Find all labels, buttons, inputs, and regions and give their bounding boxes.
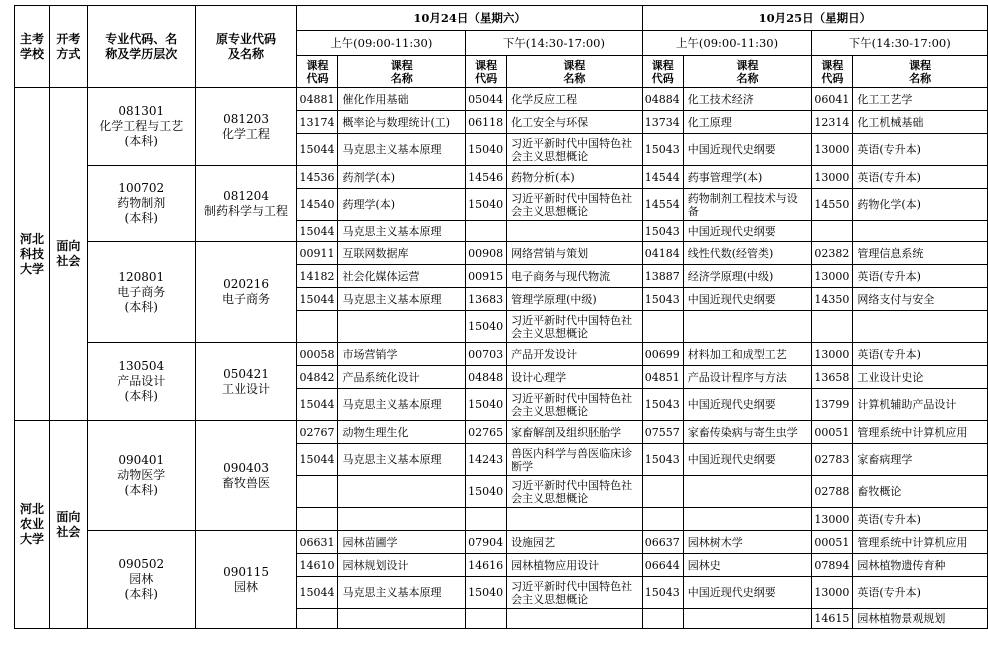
header-course: 课程 名称 <box>507 56 643 88</box>
course-code <box>642 476 683 508</box>
header-code: 课程 代码 <box>642 56 683 88</box>
course-name: 设计心理学 <box>507 366 643 389</box>
course-code: 15044 <box>297 221 338 242</box>
course-code: 04851 <box>642 366 683 389</box>
header-d2-pm: 下午(14:30-17:00) <box>812 31 988 56</box>
course-code: 13683 <box>466 288 507 311</box>
header-course: 课程 名称 <box>683 56 812 88</box>
course-code: 15040 <box>466 476 507 508</box>
course-name: 习近平新时代中国特色社会主义思想概论 <box>507 577 643 609</box>
course-name: 互联网数据库 <box>338 242 466 265</box>
course-name <box>507 609 643 629</box>
course-code: 15044 <box>297 134 338 166</box>
school-name: 河北 农业 大学 <box>15 421 50 629</box>
course-name: 畜牧概论 <box>853 476 988 508</box>
course-name: 电子商务与现代物流 <box>507 265 643 288</box>
course-code: 15043 <box>642 389 683 421</box>
header-major: 专业代码、名 称及学历层次 <box>87 6 195 88</box>
course-code: 15044 <box>297 577 338 609</box>
course-code: 05044 <box>466 88 507 111</box>
course-name: 英语(专升本) <box>853 508 988 531</box>
course-name: 英语(专升本) <box>853 166 988 189</box>
course-name <box>338 476 466 508</box>
course-name <box>683 609 812 629</box>
course-code <box>642 508 683 531</box>
course-code: 06041 <box>812 88 853 111</box>
course-name: 产品系统化设计 <box>338 366 466 389</box>
header-school: 主考 学校 <box>15 6 50 88</box>
course-code: 06644 <box>642 554 683 577</box>
course-name: 化学反应工程 <box>507 88 643 111</box>
course-code: 15040 <box>466 189 507 221</box>
exam-schedule-table <box>14 5 988 629</box>
major-name: 081301 化学工程与工艺 (本科) <box>87 88 195 166</box>
header-mode: 开考 方式 <box>49 6 87 88</box>
course-code <box>466 221 507 242</box>
course-code: 00911 <box>297 242 338 265</box>
course-code: 00915 <box>466 265 507 288</box>
course-code: 00699 <box>642 343 683 366</box>
course-name: 中国近现代史纲要 <box>683 288 812 311</box>
course-code: 02767 <box>297 421 338 444</box>
course-code: 00051 <box>812 421 853 444</box>
course-name: 产品设计程序与方法 <box>683 366 812 389</box>
course-code: 13000 <box>812 166 853 189</box>
course-name <box>507 221 643 242</box>
course-code: 13658 <box>812 366 853 389</box>
course-name: 家畜解剖及组织胚胎学 <box>507 421 643 444</box>
course-code: 07894 <box>812 554 853 577</box>
course-name <box>853 311 988 343</box>
course-name: 设施园艺 <box>507 531 643 554</box>
course-code: 12314 <box>812 111 853 134</box>
course-code: 14616 <box>466 554 507 577</box>
header-d1-pm: 下午(14:30-17:00) <box>466 31 643 56</box>
course-code: 14540 <box>297 189 338 221</box>
course-code <box>297 508 338 531</box>
course-name: 社会化媒体运营 <box>338 265 466 288</box>
course-name: 马克思主义基本原理 <box>338 134 466 166</box>
header-code: 课程 代码 <box>812 56 853 88</box>
course-name: 化工机械基础 <box>853 111 988 134</box>
course-name: 习近平新时代中国特色社会主义思想概论 <box>507 134 643 166</box>
course-code: 14554 <box>642 189 683 221</box>
course-name: 马克思主义基本原理 <box>338 444 466 476</box>
header-date-oct24: 10月24日（星期六） <box>297 6 642 31</box>
course-name: 家畜病理学 <box>853 444 988 476</box>
original-major-name: 050421 工业设计 <box>195 343 297 421</box>
course-name: 计算机辅助产品设计 <box>853 389 988 421</box>
header-code: 课程 代码 <box>466 56 507 88</box>
course-code: 15043 <box>642 577 683 609</box>
course-code <box>642 311 683 343</box>
course-code: 00703 <box>466 343 507 366</box>
course-name <box>338 609 466 629</box>
original-major-name: 090403 畜牧兽医 <box>195 421 297 531</box>
course-code <box>297 476 338 508</box>
course-code: 13000 <box>812 577 853 609</box>
course-code: 07904 <box>466 531 507 554</box>
header-course: 课程 名称 <box>338 56 466 88</box>
course-name <box>683 476 812 508</box>
header-code: 课程 代码 <box>297 56 338 88</box>
course-name: 习近平新时代中国特色社会主义思想概论 <box>507 389 643 421</box>
course-name: 药剂学(本) <box>338 166 466 189</box>
major-name: 100702 药物制剂 (本科) <box>87 166 195 242</box>
course-code: 15044 <box>297 389 338 421</box>
course-name: 管理信息系统 <box>853 242 988 265</box>
course-name: 习近平新时代中国特色社会主义思想概论 <box>507 311 643 343</box>
header-d1-am: 上午(09:00-11:30) <box>297 31 466 56</box>
course-code <box>466 508 507 531</box>
table-row <box>15 88 988 111</box>
course-name <box>683 508 812 531</box>
course-name: 药事管理学(本) <box>683 166 812 189</box>
course-code: 15040 <box>466 134 507 166</box>
course-name: 药理学(本) <box>338 189 466 221</box>
course-code: 14546 <box>466 166 507 189</box>
course-code: 15040 <box>466 577 507 609</box>
course-name: 网络支付与安全 <box>853 288 988 311</box>
course-code: 06118 <box>466 111 507 134</box>
original-major-name: 090115 园林 <box>195 531 297 629</box>
course-code: 04881 <box>297 88 338 111</box>
course-name: 习近平新时代中国特色社会主义思想概论 <box>507 189 643 221</box>
course-name: 家畜传染病与寄生虫学 <box>683 421 812 444</box>
course-code <box>297 609 338 629</box>
course-code: 04884 <box>642 88 683 111</box>
course-name: 管理系统中计算机应用 <box>853 421 988 444</box>
school-name: 河北 科技 大学 <box>15 88 50 421</box>
course-name: 化工技术经济 <box>683 88 812 111</box>
course-name: 英语(专升本) <box>853 265 988 288</box>
course-name: 药物分析(本) <box>507 166 643 189</box>
original-major-name: 020216 电子商务 <box>195 242 297 343</box>
exam-mode: 面向 社会 <box>49 88 87 421</box>
table-row <box>15 343 988 366</box>
course-code: 14610 <box>297 554 338 577</box>
table-row <box>15 421 988 444</box>
course-name: 工业设计史论 <box>853 366 988 389</box>
course-code: 02783 <box>812 444 853 476</box>
course-code: 00908 <box>466 242 507 265</box>
course-name: 中国近现代史纲要 <box>683 389 812 421</box>
course-code: 13734 <box>642 111 683 134</box>
course-name <box>338 311 466 343</box>
course-name: 马克思主义基本原理 <box>338 577 466 609</box>
course-code <box>812 311 853 343</box>
course-code: 02788 <box>812 476 853 508</box>
major-name: 130504 产品设计 (本科) <box>87 343 195 421</box>
course-code: 15043 <box>642 134 683 166</box>
course-name: 园林树木学 <box>683 531 812 554</box>
course-name: 中国近现代史纲要 <box>683 444 812 476</box>
course-code: 00058 <box>297 343 338 366</box>
course-code: 14536 <box>297 166 338 189</box>
course-code: 15043 <box>642 221 683 242</box>
course-code: 13000 <box>812 134 853 166</box>
course-name: 线性代数(经管类) <box>683 242 812 265</box>
schedule-body <box>15 6 988 629</box>
course-code: 14182 <box>297 265 338 288</box>
course-code: 15040 <box>466 311 507 343</box>
major-name: 090401 动物医学 (本科) <box>87 421 195 531</box>
course-name: 管理系统中计算机应用 <box>853 531 988 554</box>
course-name: 材料加工和成型工艺 <box>683 343 812 366</box>
header-course: 课程 名称 <box>853 56 988 88</box>
course-name: 化工原理 <box>683 111 812 134</box>
major-name: 120801 电子商务 (本科) <box>87 242 195 343</box>
course-name: 英语(专升本) <box>853 577 988 609</box>
course-code: 14243 <box>466 444 507 476</box>
course-code: 06637 <box>642 531 683 554</box>
course-name: 经济学原理(中级) <box>683 265 812 288</box>
course-name: 中国近现代史纲要 <box>683 221 812 242</box>
course-code <box>642 609 683 629</box>
course-name: 药物制剂工程技术与设备 <box>683 189 812 221</box>
header-d2-am: 上午(09:00-11:30) <box>642 31 812 56</box>
course-name: 园林史 <box>683 554 812 577</box>
course-name <box>338 508 466 531</box>
course-code: 15043 <box>642 288 683 311</box>
course-name: 英语(专升本) <box>853 134 988 166</box>
course-name: 概率论与数理统计(工) <box>338 111 466 134</box>
header-date-oct25: 10月25日（星期日） <box>642 6 987 31</box>
course-code: 02765 <box>466 421 507 444</box>
original-major-name: 081203 化学工程 <box>195 88 297 166</box>
course-code: 15044 <box>297 288 338 311</box>
course-code: 02382 <box>812 242 853 265</box>
header-row-date <box>15 6 988 31</box>
course-name: 园林规划设计 <box>338 554 466 577</box>
course-code: 13000 <box>812 508 853 531</box>
course-code: 14544 <box>642 166 683 189</box>
table-row <box>15 242 988 265</box>
course-code: 04842 <box>297 366 338 389</box>
course-code <box>466 609 507 629</box>
original-major-name: 081204 制药科学与工程 <box>195 166 297 242</box>
course-code: 07557 <box>642 421 683 444</box>
course-name: 兽医内科学与兽医临床诊断学 <box>507 444 643 476</box>
course-code: 14350 <box>812 288 853 311</box>
course-code: 04848 <box>466 366 507 389</box>
course-code: 13799 <box>812 389 853 421</box>
course-code: 13000 <box>812 343 853 366</box>
course-name: 马克思主义基本原理 <box>338 389 466 421</box>
course-name: 催化作用基础 <box>338 88 466 111</box>
course-name: 管理学原理(中级) <box>507 288 643 311</box>
course-code <box>812 221 853 242</box>
course-code: 14550 <box>812 189 853 221</box>
course-code: 15044 <box>297 444 338 476</box>
course-code: 13000 <box>812 265 853 288</box>
course-name <box>853 221 988 242</box>
course-code: 13887 <box>642 265 683 288</box>
course-name: 药物化学(本) <box>853 189 988 221</box>
course-name: 市场营销学 <box>338 343 466 366</box>
course-name: 习近平新时代中国特色社会主义思想概论 <box>507 476 643 508</box>
course-code: 00051 <box>812 531 853 554</box>
course-name: 动物生理生化 <box>338 421 466 444</box>
course-name: 马克思主义基本原理 <box>338 221 466 242</box>
table-row <box>15 166 988 189</box>
course-code: 15043 <box>642 444 683 476</box>
header-orig-major: 原专业代码 及名称 <box>195 6 297 88</box>
course-name: 英语(专升本) <box>853 343 988 366</box>
course-code: 06631 <box>297 531 338 554</box>
course-name <box>507 508 643 531</box>
table-row <box>15 531 988 554</box>
exam-mode: 面向 社会 <box>49 421 87 629</box>
course-name: 化工安全与环保 <box>507 111 643 134</box>
course-name: 园林植物遗传育种 <box>853 554 988 577</box>
course-name: 网络营销与策划 <box>507 242 643 265</box>
course-name: 产品开发设计 <box>507 343 643 366</box>
course-code: 15040 <box>466 389 507 421</box>
course-code <box>297 311 338 343</box>
course-name: 马克思主义基本原理 <box>338 288 466 311</box>
course-name: 园林苗圃学 <box>338 531 466 554</box>
major-name: 090502 园林 (本科) <box>87 531 195 629</box>
course-name: 园林植物景观规划 <box>853 609 988 629</box>
course-name: 园林植物应用设计 <box>507 554 643 577</box>
course-name: 中国近现代史纲要 <box>683 577 812 609</box>
course-code: 13174 <box>297 111 338 134</box>
course-name <box>683 311 812 343</box>
course-name: 中国近现代史纲要 <box>683 134 812 166</box>
course-code: 04184 <box>642 242 683 265</box>
course-code: 14615 <box>812 609 853 629</box>
course-name: 化工工艺学 <box>853 88 988 111</box>
